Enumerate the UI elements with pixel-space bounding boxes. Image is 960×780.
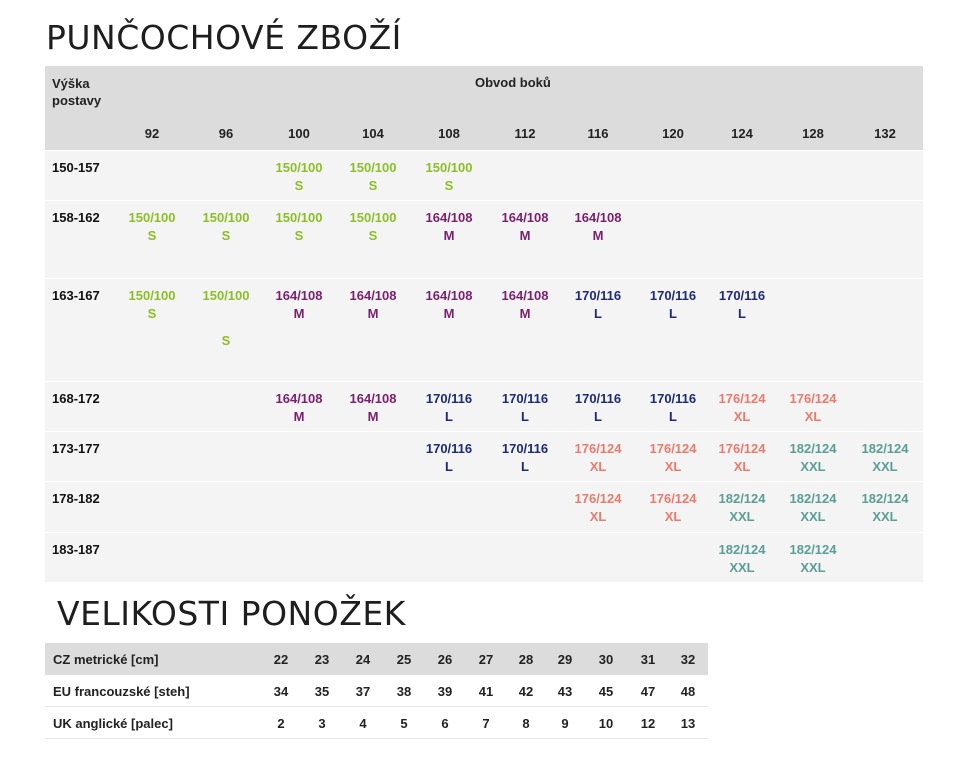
size-letter: L [445,409,453,424]
size-cell [264,287,334,323]
size-letter: XXL [729,560,755,575]
sock-size-value: 47 [640,684,656,699]
size-code: 164/108 [349,288,397,303]
size-letter: S [147,228,157,243]
size-code: 176/124 [649,441,697,456]
sock-row-label: EU francouzské [steh] [53,684,190,699]
size-letter: M [367,409,379,424]
size-cell [778,390,848,426]
size-code: 176/124 [789,391,837,406]
size-code: 164/108 [501,210,549,225]
size-letter: XL [733,409,751,424]
size-letter: M [519,228,531,243]
size-code: 176/124 [649,491,697,506]
table-row [45,481,923,532]
table-row [45,675,708,707]
size-cell [707,490,777,526]
sock-size-value: 32 [680,652,696,667]
size-code: 164/108 [275,288,323,303]
size-cell [490,209,560,245]
hip-size-header: 132 [874,126,896,141]
size-cell [338,159,408,195]
size-code: 170/116 [718,288,766,303]
height-range-label: 178-182 [52,491,100,506]
size-code: 150/100 [349,210,397,225]
size-letter: XL [589,509,607,524]
size-letter: XXL [872,509,898,524]
size-letter: M [443,306,455,321]
size-code: 176/124 [574,491,622,506]
table-row [45,431,923,481]
sock-size-value: 30 [598,652,614,667]
size-code: 164/108 [349,391,397,406]
size-code: 182/124 [789,491,837,506]
sock-size-value: 45 [598,684,614,699]
sock-size-value: 23 [314,652,330,667]
size-letter: M [367,306,379,321]
size-letter: M [519,306,531,321]
size-cell [490,390,560,426]
table-row [45,278,923,381]
hip-group-header: Obvod boků [475,75,551,90]
height-range-label: 173-177 [52,441,100,456]
size-code: 170/116 [574,288,622,303]
sock-size-value: 12 [640,716,656,731]
size-code: 176/124 [718,441,766,456]
sock-size-value: 22 [273,652,289,667]
size-letter: XL [804,409,822,424]
size-code: 170/116 [649,288,697,303]
sock-size-value: 10 [598,716,614,731]
size-letter: XL [589,459,607,474]
size-code: 170/116 [501,391,549,406]
size-code: 182/124 [718,542,766,557]
size-cell [638,490,708,526]
size-letter: XXL [800,509,826,524]
size-letter: M [443,228,455,243]
sock-size-value: 24 [355,652,371,667]
hip-sizes-header-row [45,118,923,150]
size-letter: M [293,409,305,424]
size-letter: S [147,306,157,321]
size-cell [778,490,848,526]
table-row [45,200,923,278]
size-letter: XL [733,459,751,474]
size-code: 150/100 [275,210,323,225]
size-code: 170/116 [425,391,473,406]
hosiery-title: PUNČOCHOVÉ ZBOŽÍ [46,18,402,57]
size-letter: XL [664,509,682,524]
hip-size-header: 116 [587,126,609,141]
sock-size-table [45,643,708,739]
sock-size-value: 9 [561,716,569,731]
size-code: 150/100 [202,210,250,225]
hosiery-header-row [45,66,923,118]
size-cell [563,390,633,426]
size-cell [414,159,484,195]
hip-size-header: 96 [218,126,234,141]
hip-size-header: 100 [288,126,310,141]
sock-size-value: 27 [478,652,494,667]
sock-size-value: 5 [400,716,408,731]
sock-size-value: 13 [680,716,696,731]
size-code: 170/116 [425,441,473,456]
size-cell [117,287,187,323]
sock-size-value: 7 [482,716,490,731]
size-code: 150/100 [349,160,397,175]
size-letter: L [669,409,677,424]
size-cell [414,390,484,426]
size-letter: XXL [872,459,898,474]
sock-size-value: 28 [518,652,534,667]
size-code: 182/124 [789,441,837,456]
size-cell [414,287,484,323]
hip-size-header: 128 [802,126,824,141]
size-letter: XXL [800,560,826,575]
height-range-label: 183-187 [52,542,100,557]
size-letter: S [221,228,231,243]
sock-size-value: 29 [557,652,573,667]
size-code: 164/108 [275,391,323,406]
size-letter [191,305,261,323]
size-code: 170/116 [574,391,622,406]
size-code: 150/100 [202,288,250,303]
size-letter: XXL [800,459,826,474]
hip-size-header: 124 [731,126,753,141]
sock-size-value: 31 [640,652,656,667]
sock-size-value: 43 [557,684,573,699]
size-code: 164/108 [574,210,622,225]
hip-size-header: 104 [362,126,384,141]
size-letter: L [445,459,453,474]
size-cell [563,209,633,245]
size-cell [264,159,334,195]
size-letter: L [521,409,529,424]
sock-size-value: 42 [518,684,534,699]
size-cell [563,287,633,323]
sock-row-label: CZ metrické [cm] [53,652,159,667]
size-cell [490,440,560,476]
height-range-label: 150-157 [52,160,100,175]
hosiery-size-table [45,66,923,582]
size-letter: XXL [729,509,755,524]
size-cell [490,287,560,323]
size-cell [338,390,408,426]
size-letter: S [368,228,378,243]
size-code: 176/124 [718,391,766,406]
size-code: 182/124 [789,542,837,557]
size-code: 182/124 [861,441,909,456]
sock-size-value: 6 [441,716,449,731]
size-code: 150/100 [275,160,323,175]
size-code: 182/124 [718,491,766,506]
size-code: 170/116 [501,441,549,456]
sock-size-value: 3 [318,716,326,731]
sock-size-value: 35 [314,684,330,699]
size-cell [638,440,708,476]
size-cell [638,287,708,323]
sock-size-value: 8 [522,716,530,731]
hip-size-header: 112 [514,126,536,141]
size-letter: L [669,306,677,321]
hip-size-header: 108 [438,126,460,141]
size-letter: S [294,228,304,243]
size-cell [264,209,334,245]
size-cell [850,490,920,526]
size-code: 164/108 [501,288,549,303]
size-cell [778,541,848,577]
size-code: 150/100 [425,160,473,175]
sock-size-value: 39 [437,684,453,699]
sock-size-value: 25 [396,652,412,667]
size-cell [338,209,408,245]
size-cell [563,440,633,476]
hip-size-header: 120 [662,126,684,141]
size-cell [338,287,408,323]
height-range-label: 158-162 [52,210,100,225]
height-range-label: 168-172 [52,391,100,406]
height-range-label: 163-167 [52,288,100,303]
size-letter: L [738,306,746,321]
size-cell [638,390,708,426]
size-letter: L [521,459,529,474]
size-cell [707,287,777,323]
sock-size-value: 41 [478,684,494,699]
size-cell [707,541,777,577]
size-cell [414,440,484,476]
size-code: 170/116 [649,391,697,406]
size-letter: L [594,409,602,424]
table-row [45,532,923,582]
size-letter: XL [664,459,682,474]
size-cell [778,440,848,476]
sock-size-value: 4 [359,716,367,731]
size-cell [191,287,261,350]
size-code: 150/100 [128,288,176,303]
size-letter: M [592,228,604,243]
sock-size-value: 34 [273,684,289,699]
size-code: 150/100 [128,210,176,225]
size-cell [191,209,261,245]
height-column-header: Výška postavy [52,76,102,108]
size-letter: S [294,178,304,193]
table-row [45,707,708,739]
sock-size-value: 37 [355,684,371,699]
size-letter: L [594,306,602,321]
hosiery-body [45,150,923,582]
size-code: 182/124 [861,491,909,506]
size-cell [264,390,334,426]
sock-header-row [45,643,708,675]
size-letter: S [221,333,231,348]
sock-size-value: 26 [437,652,453,667]
table-row [45,150,923,200]
sock-size-value: 38 [396,684,412,699]
size-letter: S [444,178,454,193]
size-cell [707,440,777,476]
size-code: 164/108 [425,210,473,225]
size-cell [563,490,633,526]
size-cell [850,440,920,476]
size-code: 176/124 [574,441,622,456]
sock-row-label: UK anglické [palec] [53,716,173,731]
size-cell [707,390,777,426]
size-code: 164/108 [425,288,473,303]
size-cell [117,209,187,245]
table-row [45,381,923,431]
socks-title: VELIKOSTI PONOŽEK [57,594,406,633]
sock-size-value: 2 [277,716,285,731]
hip-size-header: 92 [144,126,160,141]
size-letter: S [368,178,378,193]
sock-size-value: 48 [680,684,696,699]
size-cell [414,209,484,245]
size-letter: M [293,306,305,321]
